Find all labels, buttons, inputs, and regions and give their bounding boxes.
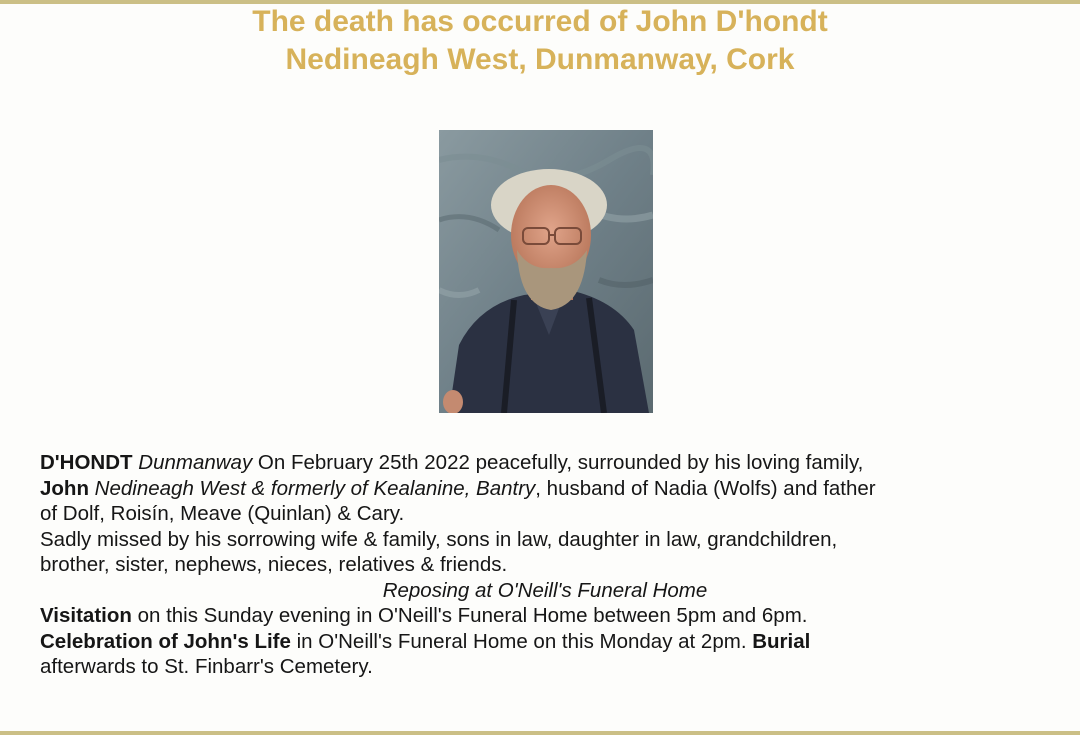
- death-notice: [40, 450, 1060, 680]
- celebration-line: [40, 629, 1060, 655]
- celebration-text: in O'Neill's Funeral Home on this Monday at 2pm.: [290, 629, 753, 653]
- heading-line-1: The death has occurred of John D'hondt: [252, 5, 828, 38]
- visitation-text: on this Sunday evening in O'Neill's Funeral Home between 5pm and 6pm.: [131, 604, 808, 627]
- burial-label: Burial: [752, 629, 811, 653]
- first-name: John: [40, 476, 89, 500]
- town: Dunmanway: [138, 451, 253, 474]
- spouse-text: , husband of Nadia (Wolfs) and father: [535, 476, 876, 500]
- surname: D'HONDT: [40, 451, 133, 474]
- missed-line-1: Sadly missed by his sorrowing wife & family, sons in law, daughter in law, grandchildren,: [40, 527, 838, 551]
- visitation-line: [40, 603, 1060, 629]
- opening-text: On February 25th 2022 peacefully, surrounded by his loving family,: [252, 451, 864, 474]
- notice-line-1: [40, 450, 1060, 476]
- children-text: of Dolf, Roisín, Meave (Quinlan) & Cary.: [40, 502, 405, 525]
- bottom-border: [0, 731, 1080, 735]
- notice-line-2: [40, 476, 1060, 502]
- heading-line-2: Nedineagh West, Dunmanway, Cork: [285, 43, 795, 76]
- portrait-photo: [439, 130, 653, 413]
- visitation-label: Visitation: [40, 604, 132, 627]
- burial-text: afterwards to St. Finbarr's Cemetery.: [40, 655, 373, 678]
- missed-line-2: brother, sister, nephews, nieces, relatives & friends.: [40, 553, 508, 576]
- reposing-text: Reposing at O'Neill's Funeral Home: [382, 578, 708, 602]
- celebration-label: Celebration of John's Life: [40, 629, 291, 653]
- address: Nedineagh West & formerly of Kealanine, Bantry: [94, 476, 536, 500]
